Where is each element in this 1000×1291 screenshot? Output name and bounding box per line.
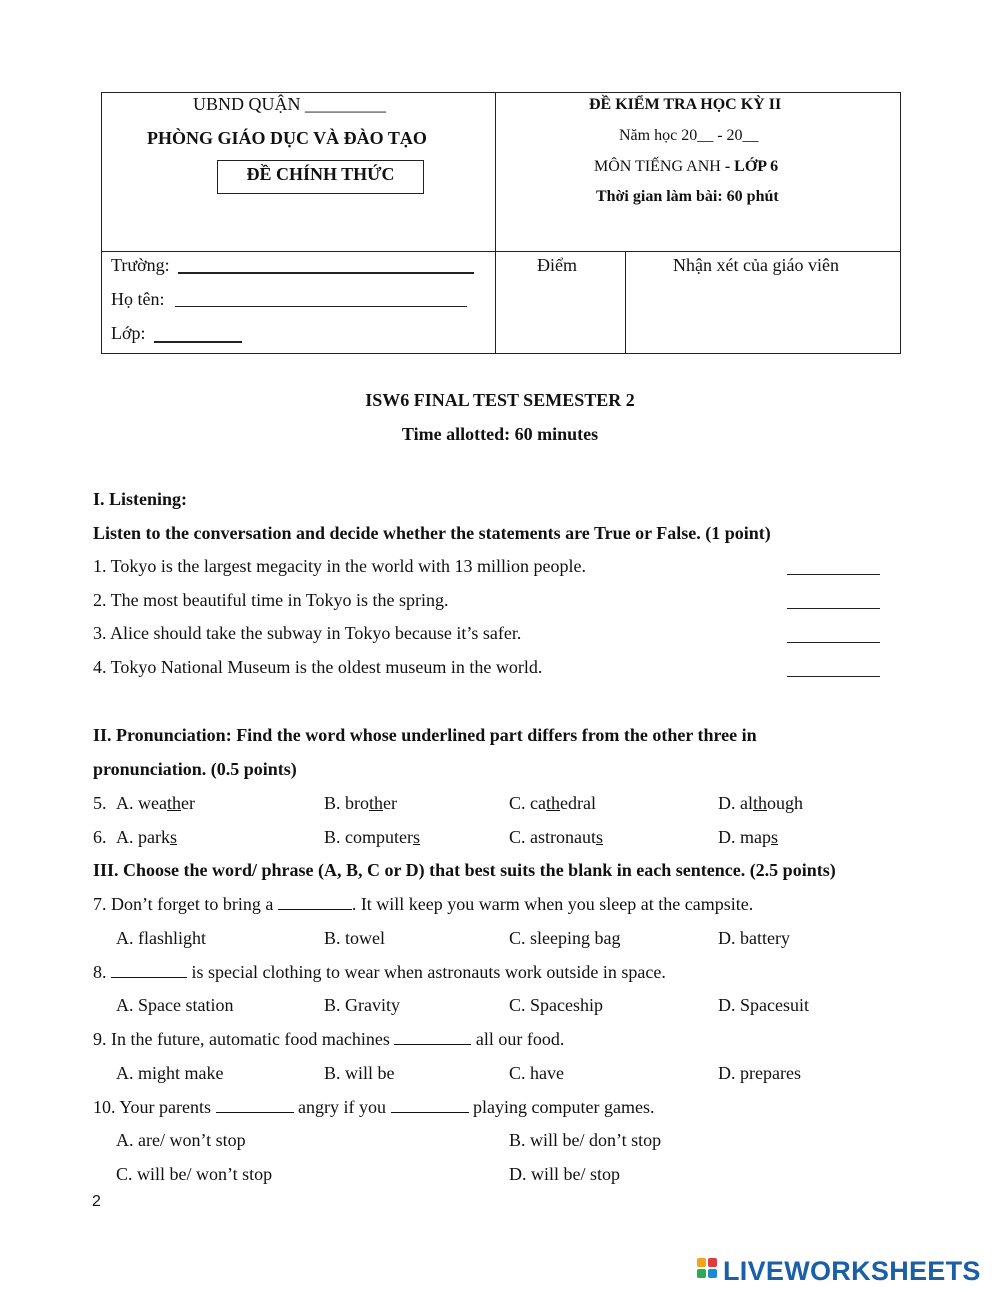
name-field-line[interactable] [175,306,467,307]
official-box [217,160,424,194]
class-field-label: Lớp: [111,323,146,343]
q7-blank[interactable] [278,895,352,910]
q7-option-b[interactable]: B. towel [324,928,385,948]
q5-option-d[interactable]: D. although [718,793,804,813]
grade-label: - LỚP 6 [724,158,779,175]
q6-option-a[interactable]: A. parks [116,827,177,847]
q8-option-d[interactable]: D. Spacesuit [718,995,809,1015]
test-duration: Time allotted: 60 minutes [401,424,599,444]
q7-option-d[interactable]: D. battery [718,928,790,948]
q5-option-c[interactable]: C. cathedral [509,793,596,813]
section-1-instruction: Listen to the conversation and decide whether the statements are True or False. (1 point) [93,523,771,543]
teacher-comment-label: Nhận xét của giáo viên [673,255,839,275]
q7-option-a[interactable]: A. flashlight [116,928,206,948]
q10-option-d[interactable]: D. will be/ stop [509,1164,620,1184]
school-year: Năm học 20__ - 20__ [619,127,759,144]
section-2-heading-cont: pronunciation. (0.5 points) [93,759,297,779]
district-line: UBND QUẬN _________ [193,94,386,114]
q8-option-a[interactable]: A. Space station [116,995,234,1015]
q8-option-b[interactable]: B. Gravity [324,995,400,1015]
q6-number: 6. [93,827,107,847]
liveworksheets-wordmark: LIVEWORKSHEETS [723,1255,981,1286]
q6-option-c[interactable]: C. astronauts [509,827,604,847]
q10-option-c[interactable]: C. will be/ won’t stop [116,1164,273,1184]
q10-stem: 10. Your parents angry if you playing computer games. [93,1097,655,1117]
q9-stem: 9. In the future, automatic food machines all our food. [93,1029,565,1049]
q5-number: 5. [93,793,107,813]
listening-item-4: 4. Tokyo National Museum is the oldest museum in the world. [93,657,543,677]
q7-stem: 7. Don’t forget to bring a . It will keep you warm when you sleep at the campsite. [93,894,754,914]
test-title: ISW6 FINAL TEST SEMESTER 2 [365,390,635,410]
section-1-heading: I. Listening: [93,489,188,509]
q9-option-b[interactable]: B. will be [324,1063,395,1083]
answer-blank-2[interactable] [787,608,880,609]
answer-blank-3[interactable] [787,642,880,643]
q10-blank-1[interactable] [216,1098,294,1113]
q9-blank[interactable] [394,1030,471,1045]
school-field-line[interactable] [178,272,474,274]
q8-option-c[interactable]: C. Spaceship [509,995,603,1015]
subject-label: MÔN TIẾNG ANH [594,158,721,175]
time-vn: Thời gian làm bài: 60 phút [596,188,779,205]
answer-blank-1[interactable] [787,574,880,575]
q10-option-b[interactable]: B. will be/ don’t stop [509,1130,662,1150]
q9-option-a[interactable]: A. might make [116,1063,224,1083]
section-3-heading: III. Choose the word/ phrase (A, B, C or D) that best suits the blank in each sentence. (2.5 points) [93,860,836,880]
class-field-line[interactable] [154,341,242,343]
section-2-heading: II. Pronunciation: Find the word whose underlined part differs from the other three in [93,725,757,745]
exam-title-vn: ĐỀ KIỂM TRA HỌC KỲ II [589,96,782,113]
q5-option-b[interactable]: B. brother [324,793,397,813]
q10-option-a[interactable]: A. are/ won’t stop [116,1130,246,1150]
q6-option-d[interactable]: D. maps [718,827,779,847]
q7-option-c[interactable]: C. sleeping bag [509,928,621,948]
q8-blank[interactable] [111,963,187,978]
name-field-label: Họ tên: [111,289,165,309]
q10-blank-2[interactable] [391,1098,469,1113]
page-number: 2 [92,1193,101,1210]
listening-item-2: 2. The most beautiful time in Tokyo is the spring. [93,590,449,610]
q8-stem: 8. is special clothing to wear when astronauts work outside in space. [93,962,666,982]
liveworksheets-blocks-icon [697,1258,719,1284]
listening-item-3: 3. Alice should take the subway in Tokyo because it’s safer. [93,623,522,643]
liveworksheets-logo [697,1256,981,1286]
answer-blank-4[interactable] [787,676,880,677]
q5-option-a[interactable]: A. weather [116,793,195,813]
q6-option-b[interactable]: B. computers [324,827,420,847]
school-field-label: Trường: [111,255,170,275]
score-label: Điểm [537,255,577,275]
listening-item-1: 1. Tokyo is the largest megacity in the world with 13 million people. [93,556,587,576]
department-name: PHÒNG GIÁO DỤC VÀ ĐÀO TẠO [147,128,427,148]
q9-option-d[interactable]: D. prepares [718,1063,801,1083]
official-label: ĐỀ CHÍNH THỨC [246,164,395,184]
q9-option-c[interactable]: C. have [509,1063,564,1083]
